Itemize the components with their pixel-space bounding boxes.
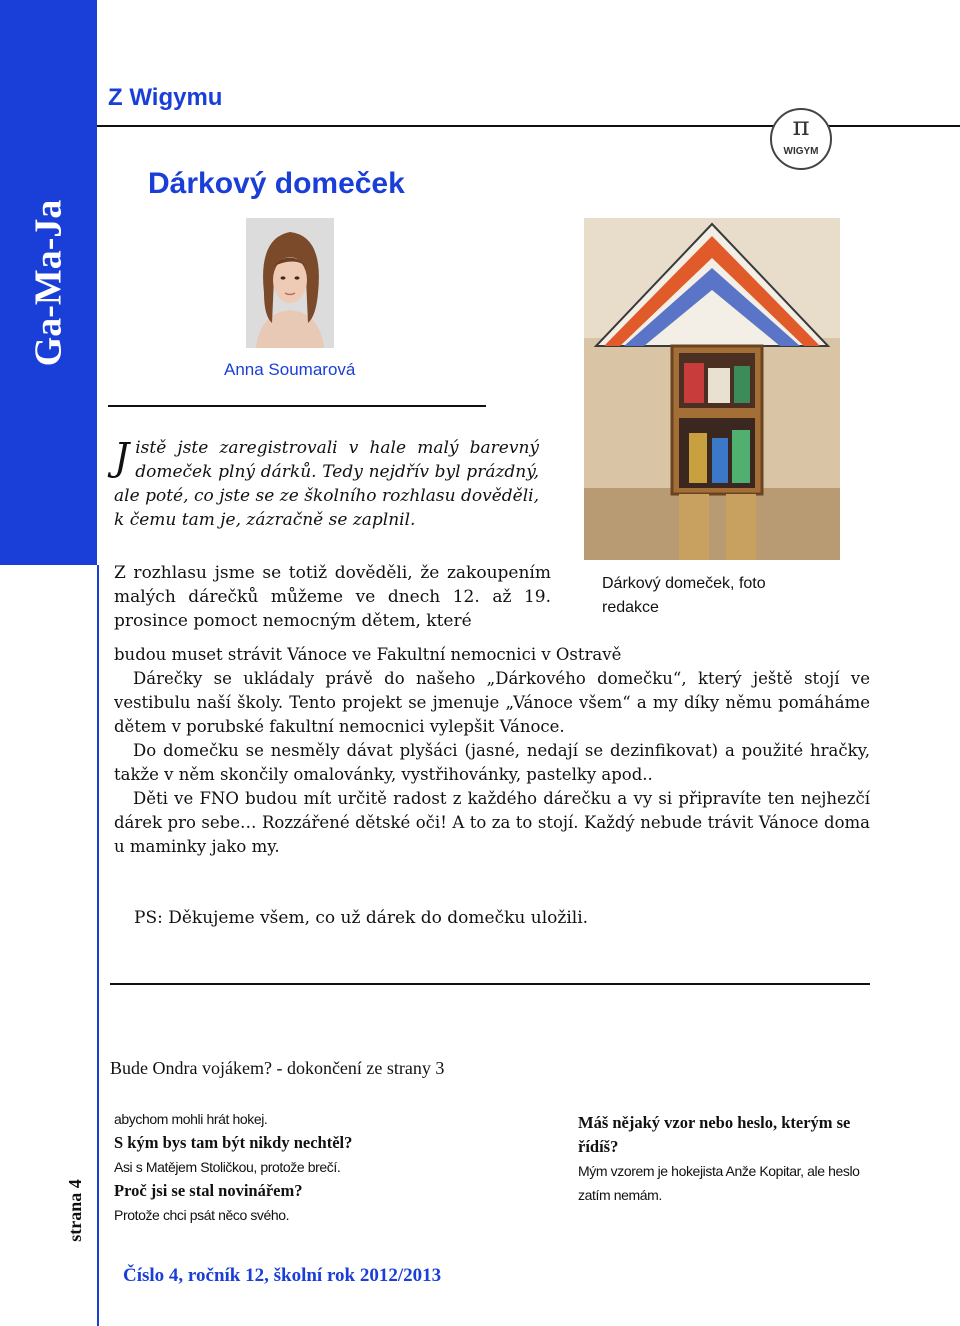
- postscript: PS: Děkujeme všem, co už dárek do domečku uložili.: [134, 908, 589, 928]
- gift-house-photo: [584, 218, 840, 560]
- body-paragraph: budou muset strávit Vánoce ve Fakultní nemocnici v Ostravě: [114, 645, 622, 664]
- article-title: Dárkový domeček: [148, 167, 405, 200]
- body-paragraph: Dárečky se ukládaly právě do našeho „Dárkového domečku“, který ještě stojí ve vestibulu naší školy. Tento projekt se jmenuje „Vánoce všem“ a my díky němu pomáháme dětem v porubské fakultní nemocnici vylepšit Vánoce.: [114, 669, 870, 736]
- wigym-logo: [770, 108, 832, 170]
- answer-text: Mým vzorem je hokejista Anže Kopitar, ale heslo zatím nemám.: [578, 1163, 860, 1203]
- article-end-rule: [110, 983, 870, 985]
- header-rule: [97, 125, 960, 127]
- continuation-heading: Bude Ondra vojákem? - dokončení ze strany 3: [110, 1058, 445, 1078]
- logo-text: WIGYM: [783, 146, 819, 157]
- body-paragraph: Do domečku se nesměly dávat plyšáci (jasné, nedají se dezinfikovat) a použité hračky, takže v něm skončily omalovánky, vystřihovánky, pastelky apod..: [114, 741, 870, 784]
- section-title: Z Wigymu: [108, 84, 223, 111]
- answer-text: abychom mohli hrát hokej.: [114, 1111, 268, 1127]
- issue-footer: Číslo 4, ročník 12, školní rok 2012/2013: [123, 1265, 442, 1286]
- question-text: Proč jsi se stal novinářem?: [114, 1181, 303, 1200]
- intro-paragraph: [114, 436, 539, 532]
- answer-text: Asi s Matějem Stoličkou, protože brečí.: [114, 1159, 341, 1175]
- question-text: S kým bys tam být nikdy nechtěl?: [114, 1133, 353, 1152]
- photo-caption: Dárkový domeček, foto redakce: [602, 575, 766, 616]
- page-number: strana 4: [64, 1178, 85, 1242]
- article-body: [114, 643, 870, 859]
- question-text: Máš nějaký vzor nebo heslo, kterým se řídíš?: [578, 1113, 851, 1156]
- author-name: Anna Soumarová: [224, 360, 356, 379]
- drop-cap: J: [114, 435, 130, 479]
- continuation-right-column: [578, 1111, 878, 1207]
- footer-margin-rule: [97, 1240, 99, 1326]
- margin-rule: [97, 565, 99, 1245]
- author-rule: [108, 405, 486, 407]
- body-paragraph: Děti ve FNO budou mít určitě radost z každého dárečku a vy si připravíte ten nejhezčí dárek pro sebe… Rozzářené dětské oči! A to za to stojí. Každý nebude trávit Vánoce doma u maminky jako my.: [114, 789, 870, 856]
- magazine-title: Ga-Ma-Ja: [27, 199, 70, 366]
- logo-symbol: π: [792, 112, 810, 142]
- paragraph-1: Z rozhlasu jsme se totiž dověděli, že zakoupením malých dárečků můžeme ve dnech 12. až 19. prosince pomoct nemocným dětem, které: [114, 563, 551, 631]
- intro-text: istě jste zaregistrovali v hale malý barevný domeček plný dárků. Tedy nejdřív byl prázdný, ale poté, co jste se ze školního rozhlasu dověděli, k čemu tam je, zázračně se zaplnil.: [114, 438, 539, 530]
- answer-text: Protože chci psát něco svého.: [114, 1207, 290, 1223]
- author-photo: [246, 218, 334, 348]
- continuation-left-column: [114, 1107, 444, 1227]
